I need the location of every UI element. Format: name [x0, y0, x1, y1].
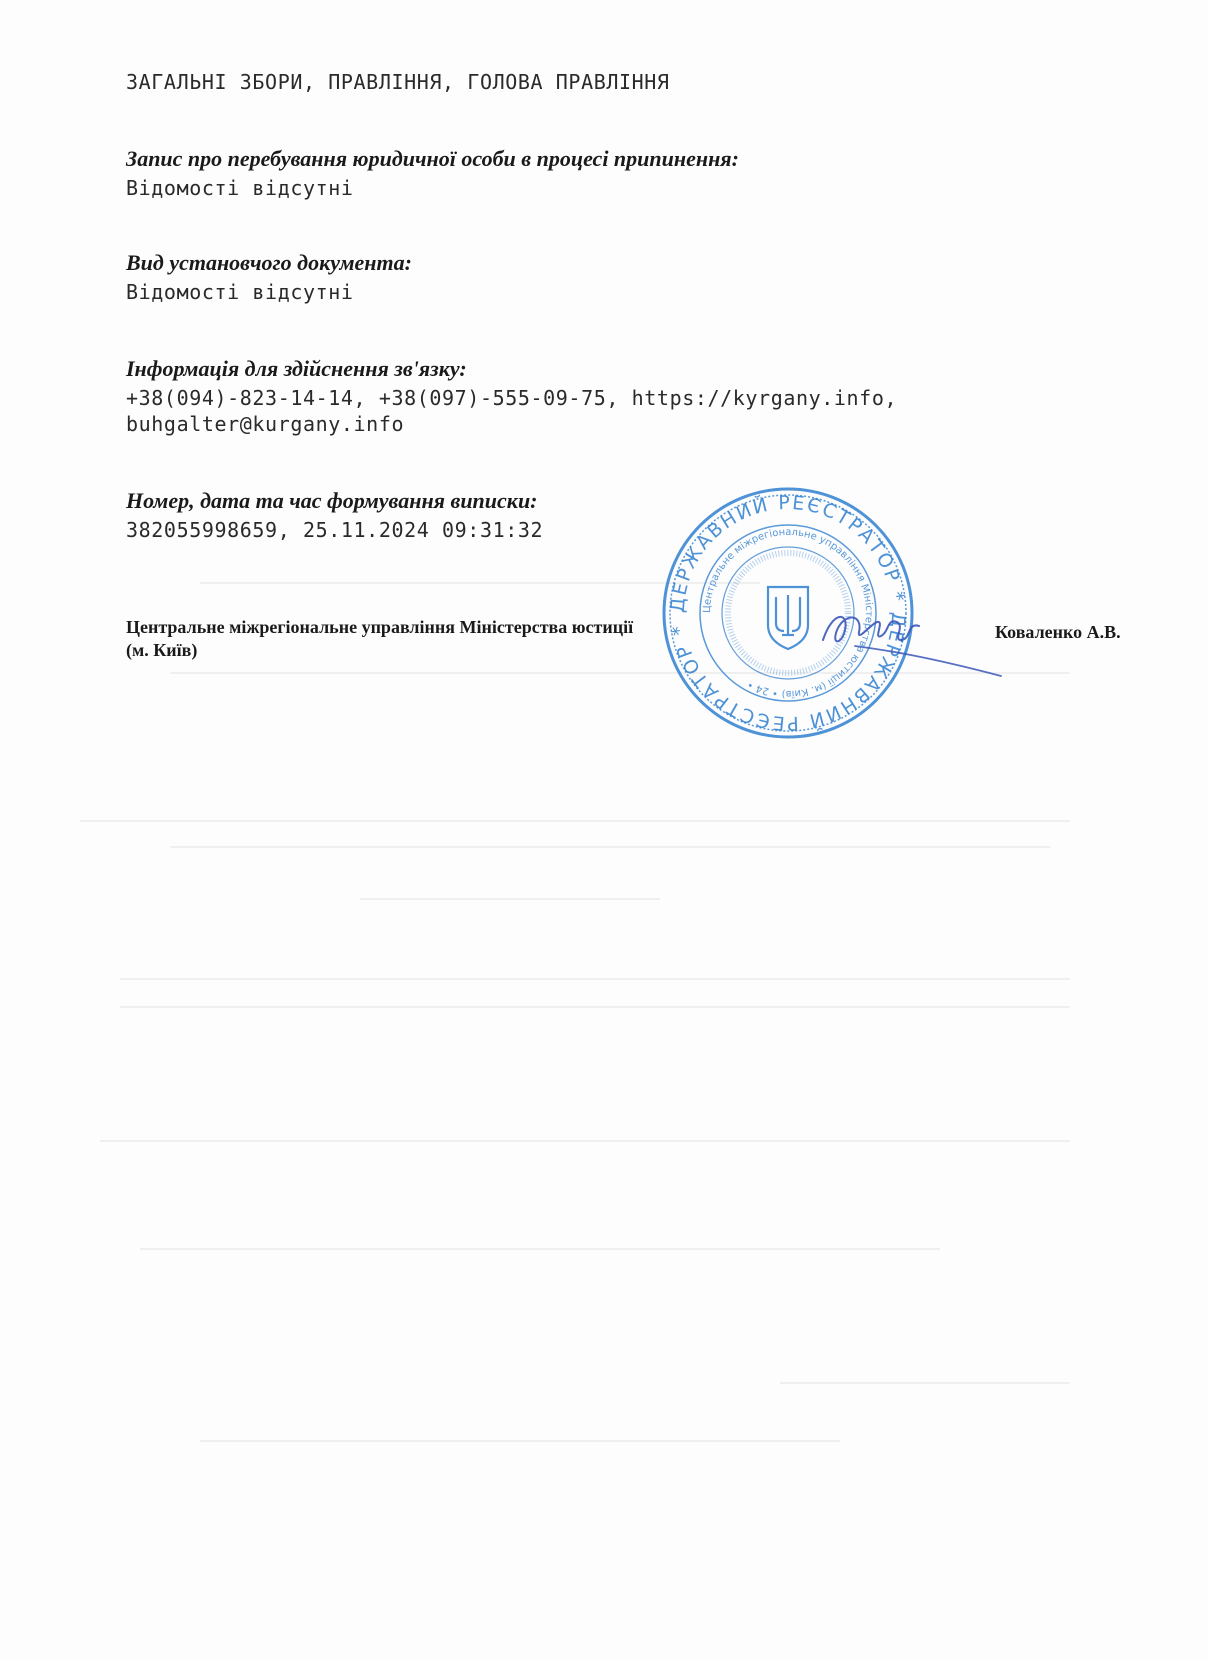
signer-name: Коваленко А.В.: [995, 622, 1121, 642]
section-value-extract-number: 382055998659, 25.11.2024 09:31:32: [126, 518, 544, 542]
show-through-line: [100, 1140, 1070, 1142]
governing-bodies-text: ЗАГАЛЬНІ ЗБОРИ, ПРАВЛІННЯ, ГОЛОВА ПРАВЛІННЯ: [126, 70, 670, 94]
stamp-outer-text: ДЕРЖАВНИЙ РЕЄСТРАТОР * ДЕРЖАВНИЙ РЕЄСТРАТОР *: [666, 491, 910, 735]
show-through-line: [120, 978, 1070, 980]
section-heading-contact-info: Інформація для здійснення зв'язку:: [126, 356, 467, 381]
issuing-organization: Центральне міжрегіональне управління Міністерства юстиції (м. Київ): [126, 617, 634, 660]
show-through-line: [140, 1248, 940, 1250]
section-value-contact-line1: +38(094)-823-14-14, +38(097)-555-09-75, https://kyrgany.info,: [126, 386, 898, 410]
section-value-founding-document: Відомості відсутні: [126, 280, 354, 304]
show-through-line: [780, 1382, 1070, 1384]
trident-emblem-icon: [768, 587, 808, 649]
section-heading-extract-number: Номер, дата та час формування виписки:: [126, 488, 538, 513]
show-through-line: [120, 1006, 1070, 1008]
show-through-line: [170, 846, 1050, 848]
show-through-line: [80, 820, 1070, 822]
stamp-inner-text: Центральне міжрегіональне управління Міністерства юстиції (м. Київ) • 24 •: [701, 526, 875, 700]
section-heading-termination: Запис про перебування юридичної особи в процесі припинення:: [126, 146, 739, 171]
show-through-line: [360, 898, 660, 900]
section-value-contact-line2: buhgalter@kurgany.info: [126, 412, 405, 436]
show-through-line: [200, 1440, 840, 1442]
handwritten-signature: [815, 600, 1005, 690]
section-value-termination: Відомості відсутні: [126, 176, 354, 200]
section-heading-founding-document: Вид установчого документа:: [126, 250, 412, 275]
